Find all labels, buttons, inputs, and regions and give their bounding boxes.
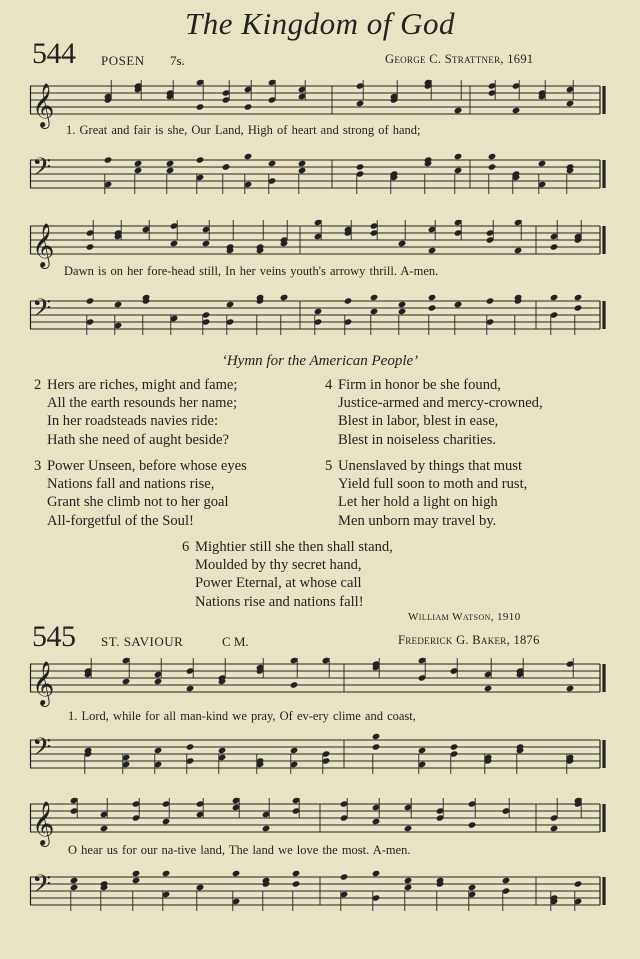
hymn-number: 544 [32,37,76,70]
staff-system [30,153,606,196]
note-head [292,870,301,877]
note-head [574,294,583,301]
bass-clef-icon: 𝄢 [32,153,52,188]
note-head [196,884,205,891]
stanza-line: Nations rise and nations fall! [195,593,364,610]
stanza-line: Justice-armed and mercy-crowned, [338,395,543,412]
treble-clef-icon: 𝄞 [32,223,55,267]
note-head [104,156,113,163]
note-head [574,304,583,311]
note-head [86,243,95,250]
note-head [280,294,289,301]
note-head [186,685,195,692]
note-head [298,167,307,174]
note-head [202,240,211,247]
note-head [218,747,227,754]
stanza-number: 5 [325,458,333,474]
note-head [290,681,299,688]
note-head [298,160,307,167]
note-head [166,167,175,174]
note-head [398,301,407,308]
note-head [86,297,95,304]
staff-system [30,733,606,776]
note-head [372,733,381,740]
stanza-line: Firm in honor be she found, [338,377,501,393]
stanza-line: Moulded by thy secret hand, [195,557,362,574]
stanza-number: 4 [325,377,333,393]
note-head [550,825,559,832]
note-head [484,685,493,692]
meter: 7s. [170,53,185,68]
stanza-line: Power Eternal, at whose call [195,575,362,592]
meter: C M. [222,634,249,649]
note-head [356,100,365,107]
note-head [162,818,171,825]
note-head [154,678,163,685]
note-head [566,100,575,107]
note-head [132,870,141,877]
tune-name: ST. SAVIOUR [101,634,184,649]
stanza [34,376,238,449]
note-head [262,825,271,832]
note-head [550,243,559,250]
tune-name: POSEN [101,53,145,68]
hymn-subtitle: ‘Hymn for the American People’ [221,353,419,369]
stanza [182,538,393,611]
note-head [372,870,381,877]
stanza-line: Unenslaved by things that must [338,458,523,474]
staff-system [30,294,606,337]
note-head [162,870,171,877]
composer: George C. Strattner, 1691 [385,52,534,66]
stanza-line: Blest in noiseless charities. [338,431,497,448]
stanza-number: 6 [182,539,190,555]
bass-clef-icon: 𝄢 [32,870,52,905]
note-head [340,873,349,880]
note-head [404,825,413,832]
note-head [488,153,497,160]
note-head [428,294,437,301]
note-head [404,877,413,884]
note-head [574,880,583,887]
note-head [100,825,109,832]
note-head [566,685,575,692]
note-head [170,240,179,247]
composer: Frederick G. Baker, 1876 [398,633,540,647]
staff-system [30,82,606,127]
note-head [418,747,427,754]
stanza-line: Power Unseen, before whose eyes [47,458,247,474]
note-head [268,160,277,167]
stanza-line: Hers are riches, might and fame; [47,377,238,393]
note-head [454,107,463,114]
note-head [372,818,381,825]
note-head [132,877,141,884]
note-head [314,308,323,315]
stanza [34,457,247,530]
note-head [428,304,437,311]
note-head [166,160,175,167]
note-head [398,240,407,247]
note-head [514,247,523,254]
stanza-line: Blest in labor, blest in ease, [338,413,499,430]
note-head [512,107,521,114]
staff-system [30,870,606,913]
note-head [450,743,459,750]
treble-clef-icon: 𝄞 [32,83,55,127]
bass-clef-icon: 𝄢 [32,294,52,329]
stanza-line: Grant she climb not to her goal [47,494,229,511]
note-head [356,163,365,170]
lyric-line: O hear us for our na-tive land, The land we love the most. A-men. [68,843,411,857]
note-head [186,743,195,750]
stanza-line: Let her hold a light on high [338,494,498,511]
treble-clef-icon: 𝄞 [32,801,55,845]
note-head [398,308,407,315]
note-head [454,153,463,160]
stanza-line: In her roadsteads navies ride: [47,413,219,430]
note-head [344,297,353,304]
stanza-line: Men unborn may travel by. [338,512,497,529]
note-head [404,884,413,891]
note-head [488,163,497,170]
note-head [550,294,559,301]
lyric-line: 1. Great and fair is she, Our Land, High of heart and strong of hand; [66,123,421,137]
stanza-line: Nations fall and nations rise, [47,476,215,493]
stanza-line: All-forgetful of the Soul! [47,512,194,529]
note-head [154,747,163,754]
note-head [372,743,381,750]
note-head [290,747,299,754]
note-head [196,156,205,163]
note-head [370,308,379,315]
note-head [70,884,79,891]
lyric-line: 1. Lord, while for all man-kind we pray, Of ev-ery clime and coast, [68,709,416,723]
note-head [232,870,241,877]
treble-clef-icon: 𝄞 [32,661,55,705]
note-head [454,301,463,308]
note-head [486,297,495,304]
note-head [468,884,477,891]
note-head [428,247,437,254]
stanza-line: Hath she need of aught beside? [47,431,229,448]
stanza-number: 2 [34,377,42,393]
bass-clef-icon: 𝄢 [32,733,52,768]
stanza-line: Yield full soon to moth and rust, [338,476,528,493]
staff-system [30,800,606,845]
note-head [292,880,301,887]
note-head [196,103,205,110]
note-head [114,301,123,308]
lyric-line: Dawn is on her fore-head still, In her veins youth's arrowy thrill. A-men. [64,264,439,278]
note-head [122,678,131,685]
note-head [244,153,253,160]
note-head [538,160,547,167]
note-head [70,877,79,884]
stanza-number: 3 [34,458,42,474]
hymn-number: 545 [32,620,76,653]
stanza [325,457,528,530]
staff-system [30,222,606,267]
page-title: The Kingdom of God [185,6,455,41]
stanza-line: All the earth resounds her name; [47,395,238,412]
text-author: William Watson, 1910 [408,611,521,623]
stanza-line: Mightier still she then shall stand, [195,539,393,555]
note-head [134,160,143,167]
note-head [468,821,477,828]
stanza [325,376,543,449]
note-head [454,167,463,174]
note-head [134,167,143,174]
note-head [226,301,235,308]
note-head [370,294,379,301]
note-head [222,163,231,170]
staff-system [30,660,606,705]
note-head [502,877,511,884]
note-head [244,103,253,110]
